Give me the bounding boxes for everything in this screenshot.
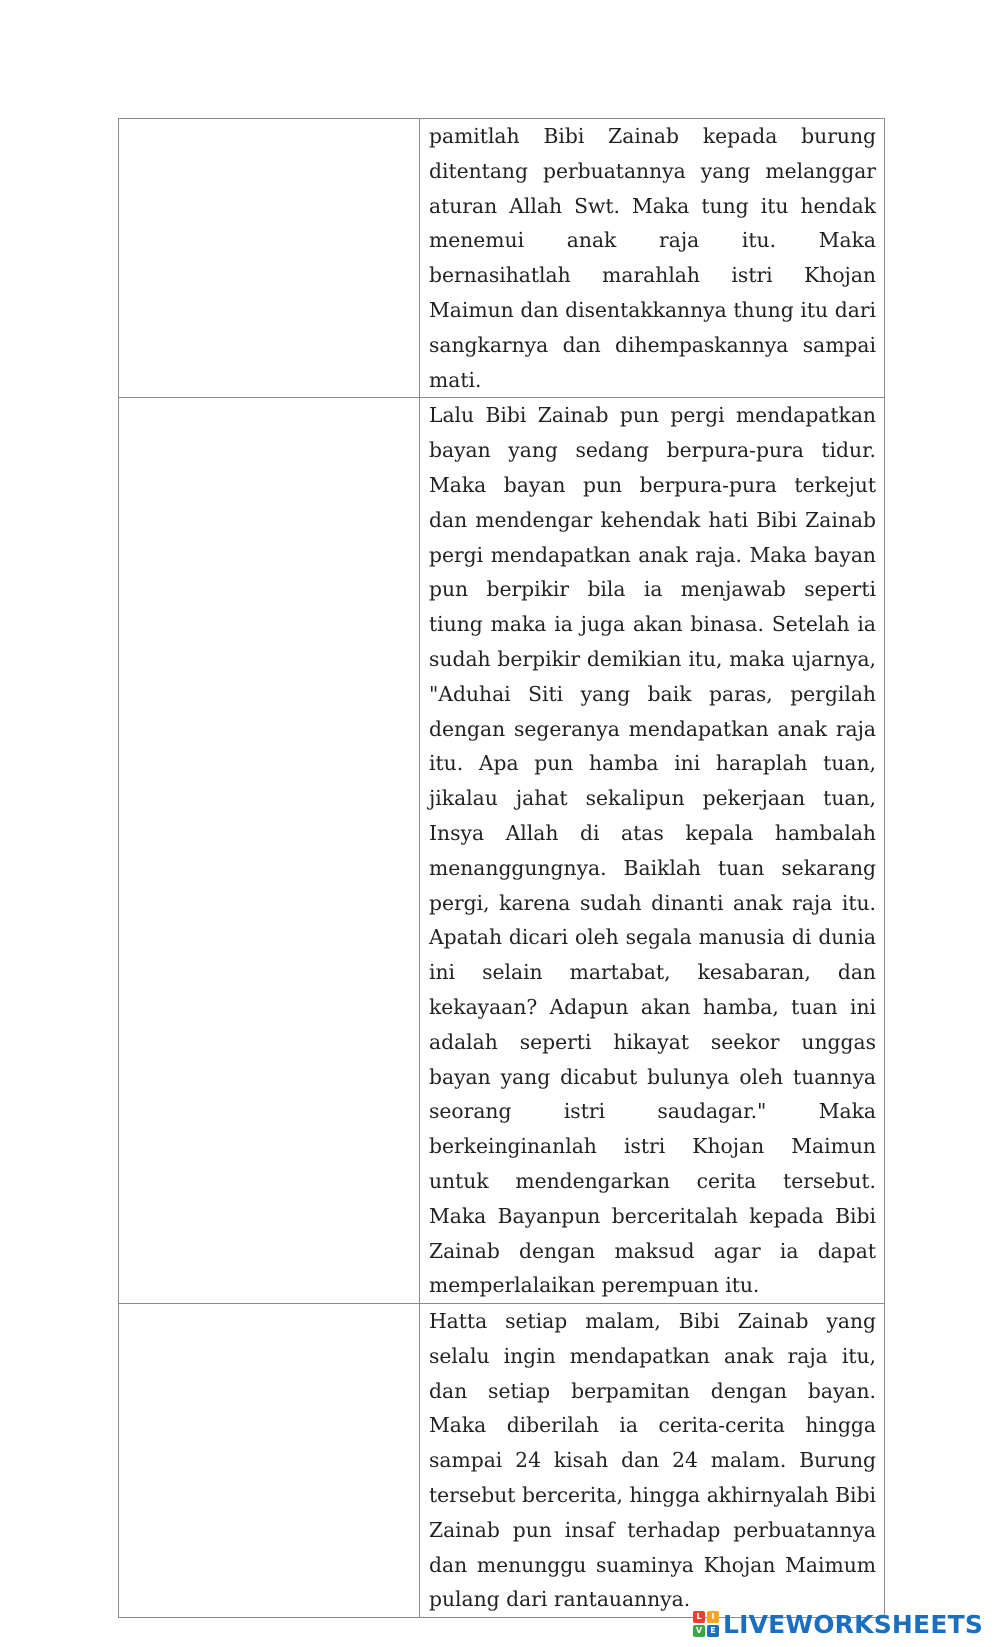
liveworksheets-logo-icon — [693, 1611, 719, 1637]
cell-right-text: Lalu Bibi Zainab pun pergi mendapatkan bayan yang sedang berpura-pura tidur. Maka bayan pun berpura-pura terkejut dan mendengar kehendak hati Bibi Zainab pergi mendapatkan anak raja. Maka bayan pun berpikir bila ia menjawab seperti tiung maka ia juga akan binasa. Setelah ia sudah berpikir demikian itu, maka ujarnya, "Aduhai Siti yang baik paras, pergilah dengan segeranya mendapatkan anak raja itu. Apa pun hamba ini haraplah tuan, jikalau jahat sekalipun pekerjaan tuan, Insya Allah di atas kepala hambalah menanggungnya. Baiklah tuan sekarang pergi, karena sudah dinanti anak raja itu. Apatah dicari oleh segala manusia di dunia ini selain martabat, kesabaran, dan kekayaan? Adapun akan hamba, tuan ini adalah seperti hikayat seekor unggas bayan yang dicabut bulunya oleh tuannya seorang istri saudagar." Maka berkeinginanlah istri Khojan Maimun untuk mendengarkan cerita tersebut. Maka Bayanpun berceritalah kepada Bibi Zainab dengan maksud agar ia dapat memperlalaikan perempuan itu. — [429, 403, 876, 1298]
table-cell-left — [119, 1304, 420, 1618]
brand-name: LIVEWORKSHEETS — [723, 1609, 984, 1639]
liveworksheets-brand — [693, 1607, 983, 1641]
logo-tile-l: L — [693, 1611, 705, 1623]
table-cell-right — [420, 1304, 885, 1618]
table-cell-left — [119, 398, 420, 1304]
cell-right-text: Hatta setiap malam, Bibi Zainab yang selalu ingin mendapatkan anak raja itu, dan setiap berpamitan dengan bayan. Maka diberilah ia cerita-cerita hingga sampai 24 kisah dan 24 malam. Burung tersebut bercerita, hingga akhirnyalah Bibi Zainab pun insaf terhadap perbuatannya dan menunggu suaminya Khojan Maimum pulang dari rantauannya. — [429, 1309, 876, 1612]
cell-right-text: pamitlah Bibi Zainab kepada burung ditentang perbuatannya yang melanggar aturan Allah Swt. Maka tung itu hendak menemui anak raja itu. Maka bernasihatlah marahlah istri Khojan Maimun dan disentakkannya thung itu dari sangkarnya dan dihempaskannya sampai mati. — [429, 124, 876, 392]
table-cell-right — [420, 119, 885, 398]
logo-tile-i: I — [707, 1611, 719, 1623]
logo-tile-e: E — [707, 1625, 719, 1637]
table-row — [119, 1304, 885, 1618]
table-row — [119, 398, 885, 1304]
logo-tile-v: V — [693, 1625, 705, 1637]
table-row — [119, 119, 885, 398]
story-table — [118, 118, 885, 1618]
table-cell-right — [420, 398, 885, 1304]
table-cell-left — [119, 119, 420, 398]
